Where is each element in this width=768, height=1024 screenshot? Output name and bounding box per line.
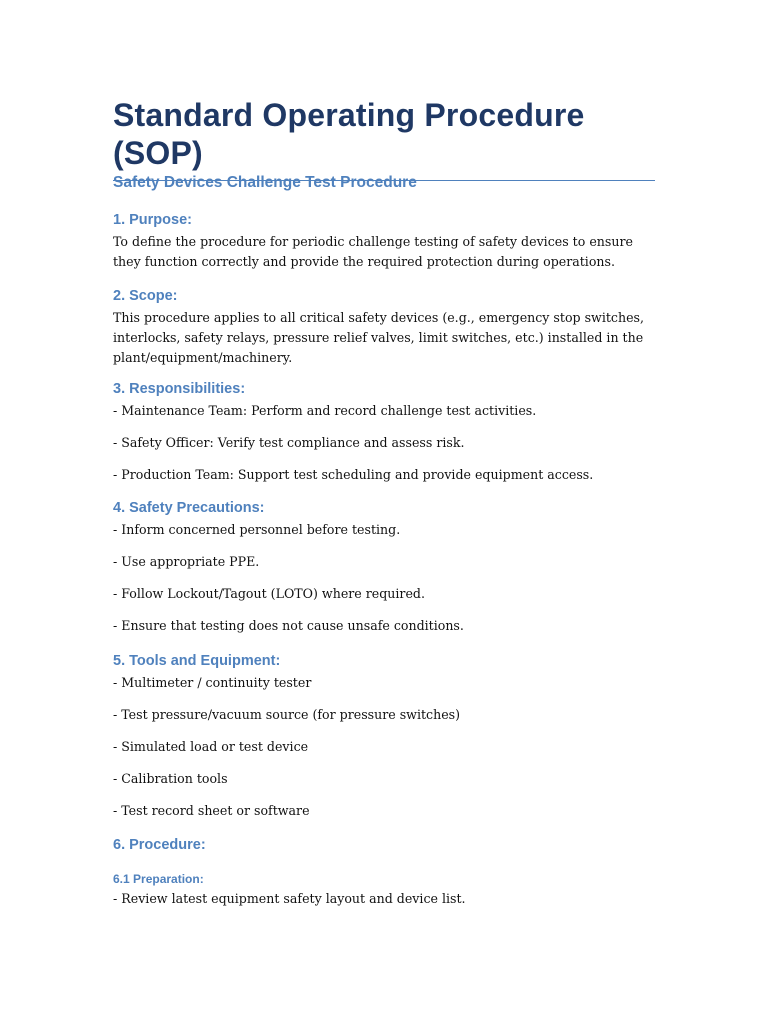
list-item: - Simulated load or test device [113,739,309,754]
list-item: - Review latest equipment safety layout and device list. [113,891,466,906]
section-paragraph: To define the procedure for periodic challenge testing of safety devices to ensure they function correctly and provide the required protection during operations. [113,234,633,269]
list-item: - Calibration tools [113,771,228,786]
document-title: Standard Operating Procedure (SOP) [113,97,585,171]
list-item: - Ensure that testing does not cause unsafe conditions. [113,618,464,633]
list-item: - Maintenance Team: Perform and record challenge test activities. [113,403,537,418]
section-responsibilities [113,380,658,482]
list-item: - Test record sheet or software [113,803,310,818]
section-tools [113,652,658,818]
section-heading: 4. Safety Precautions: [113,500,265,516]
document-content [113,96,658,906]
section-paragraph: This procedure applies to all critical safety devices (e.g., emergency stop switches, interlocks, safety relays, pressure relief valves, limit switches, etc.) installed in the plant/equipment/machinery. [113,310,645,365]
list-item: - Production Team: Support test scheduling and provide equipment access. [113,467,594,482]
section-heading: 1. Purpose: [113,212,192,228]
list-item: - Test pressure/vacuum source (for pressure switches) [113,707,461,722]
list-item: - Use appropriate PPE. [113,554,260,569]
section-purpose [113,211,658,272]
list-item: - Safety Officer: Verify test compliance and assess risk. [113,435,465,450]
subsection-heading: 6.1 Preparation: [113,872,204,886]
document-subtitle: Safety Devices Challenge Test Procedure [113,174,417,191]
list-item: - Multimeter / continuity tester [113,675,312,690]
section-heading: 5. Tools and Equipment: [113,653,281,669]
section-heading: 3. Responsibilities: [113,381,246,397]
subtitle-block [113,173,658,193]
section-heading: 6. Procedure: [113,837,206,853]
section-procedure [113,836,658,906]
section-precautions [113,499,658,633]
section-heading: 2. Scope: [113,288,178,304]
list-item: - Follow Lockout/Tagout (LOTO) where required. [113,586,425,601]
section-scope [113,287,658,368]
list-item: - Inform concerned personnel before testing. [113,522,401,537]
